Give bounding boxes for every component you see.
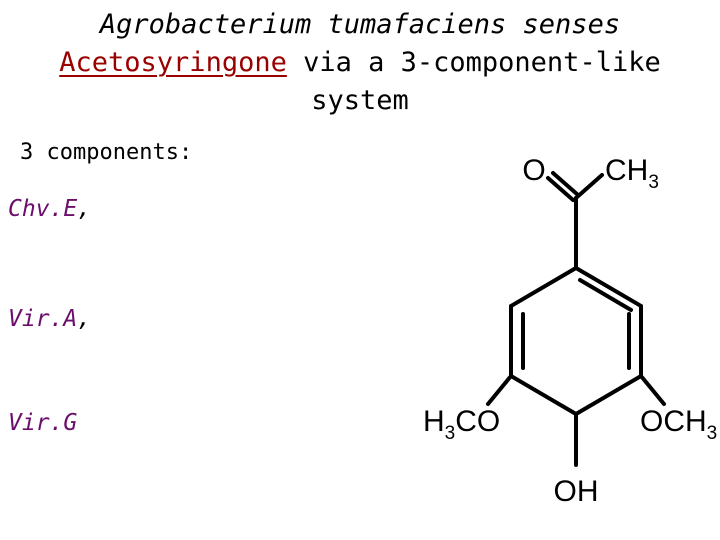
methyl-text: CH (605, 154, 649, 187)
component-chve (8, 196, 91, 222)
component-separator: , (77, 306, 92, 332)
title-line-2 (0, 44, 720, 82)
acetosyringone-structure (423, 138, 720, 513)
bond-to-right-methoxy (641, 376, 664, 404)
bond-to-methyl (576, 175, 602, 198)
slide-title (0, 6, 720, 120)
atom-carbonyl-oxygen: O (522, 154, 546, 187)
title-system: system (311, 85, 409, 116)
bond-to-left-methoxy (488, 376, 511, 404)
right-methoxy-subscript: 3 (706, 423, 718, 444)
component-name: Vir.A (8, 306, 78, 332)
title-line-3 (0, 82, 720, 120)
component-name: Chv.E (8, 196, 78, 222)
components-heading: 3 components: (20, 140, 193, 165)
group-hydroxyl: OH (553, 475, 599, 508)
component-separator: , (77, 196, 92, 222)
methyl-subscript: 3 (648, 172, 659, 193)
title-organism: Agrobacterium tumafaciens senses (99, 9, 621, 40)
left-methoxy-subscript: 3 (444, 423, 456, 444)
group-right-methoxy (640, 405, 717, 444)
component-virg (8, 410, 77, 436)
bond-lines (488, 173, 664, 465)
left-methoxy-rest: CO (455, 405, 501, 438)
benzene-ring (511, 268, 641, 414)
group-left-methoxy (423, 405, 500, 444)
atom-methyl (605, 154, 659, 193)
title-acetosyringone: Acetosyringone (59, 47, 287, 78)
left-methoxy-h: H (423, 405, 445, 438)
title-line-1 (0, 6, 720, 44)
title-line-2-rest: via a 3-component-like (286, 47, 661, 78)
component-vira (8, 306, 91, 332)
right-methoxy-text: OCH (640, 405, 707, 438)
component-name: Vir.G (8, 410, 78, 436)
